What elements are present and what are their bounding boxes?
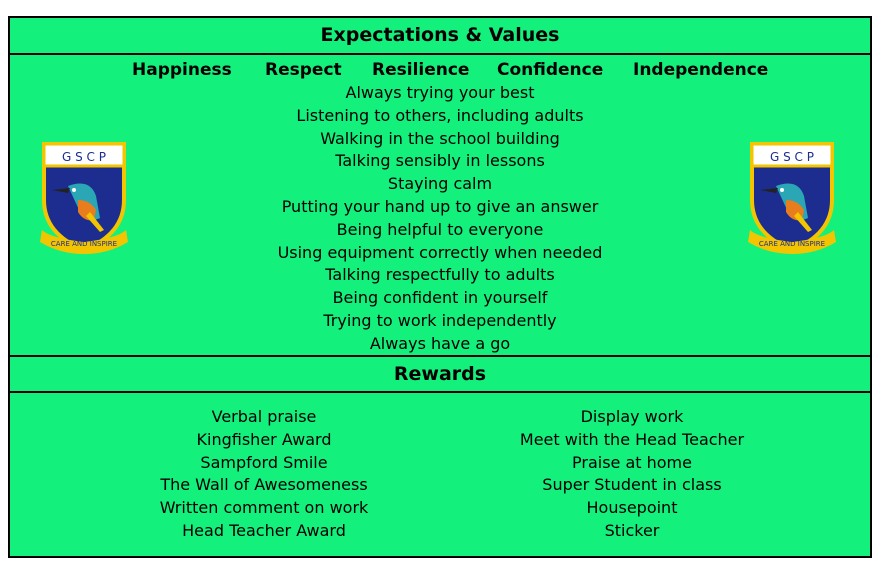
rewards-heading: Rewards	[393, 363, 487, 385]
behaviour-poster	[8, 16, 872, 558]
divider	[10, 355, 870, 357]
logo-initials: G S C P	[770, 150, 814, 164]
value-label: Independence	[633, 60, 769, 80]
expectations-list	[190, 82, 690, 356]
list-item: Being helpful to everyone	[336, 219, 544, 239]
expectations-heading: Expectations & Values	[320, 24, 560, 46]
list-item: Walking in the school building	[320, 128, 560, 148]
list-item: The Wall of Awesomeness	[160, 475, 368, 495]
list-item: Always have a go	[369, 333, 511, 353]
list-item: Kingfisher Award	[196, 429, 332, 449]
logo-motto: CARE AND INSPIRE	[758, 240, 826, 248]
school-logo-right	[746, 138, 838, 254]
list-item: Talking sensibly in lessons	[335, 151, 545, 171]
divider	[10, 53, 870, 55]
list-item: Display work	[580, 407, 684, 426]
list-item: Listening to others, including adults	[296, 105, 584, 125]
value-label: Confidence	[497, 60, 604, 80]
value-label: Happiness	[132, 60, 232, 80]
value-label: Resilience	[372, 60, 470, 80]
list-item: Meet with the Head Teacher	[519, 429, 745, 449]
list-item: Praise at home	[572, 452, 692, 472]
list-item: Head Teacher Award	[182, 520, 346, 540]
value-label: Respect	[265, 60, 342, 80]
school-logo-left	[38, 138, 130, 254]
divider	[10, 391, 870, 393]
list-item: Talking respectfully to adults	[325, 265, 555, 285]
list-item: Putting your hand up to give an answer	[281, 196, 599, 216]
logo-initials: G S C P	[62, 150, 106, 164]
values-row	[10, 60, 870, 82]
list-item: Housepoint	[586, 498, 678, 518]
list-item: Being confident in yourself	[332, 288, 548, 308]
rewards-list-right	[472, 406, 792, 543]
kingfisher-crest-icon	[38, 138, 130, 254]
list-item: Using equipment correctly when needed	[277, 242, 603, 262]
list-item: Trying to work independently	[323, 310, 557, 330]
list-item: Sticker	[604, 520, 660, 540]
logo-motto: CARE AND INSPIRE	[50, 240, 118, 248]
kingfisher-crest-icon	[746, 138, 838, 254]
list-item: Verbal praise	[211, 407, 317, 426]
list-item: Sampford Smile	[200, 452, 328, 472]
list-item: Super Student in class	[542, 475, 722, 495]
rewards-list-left	[104, 406, 424, 543]
list-item: Always trying your best	[345, 83, 535, 102]
list-item: Staying calm	[387, 174, 493, 194]
list-item: Written comment on work	[159, 498, 369, 518]
